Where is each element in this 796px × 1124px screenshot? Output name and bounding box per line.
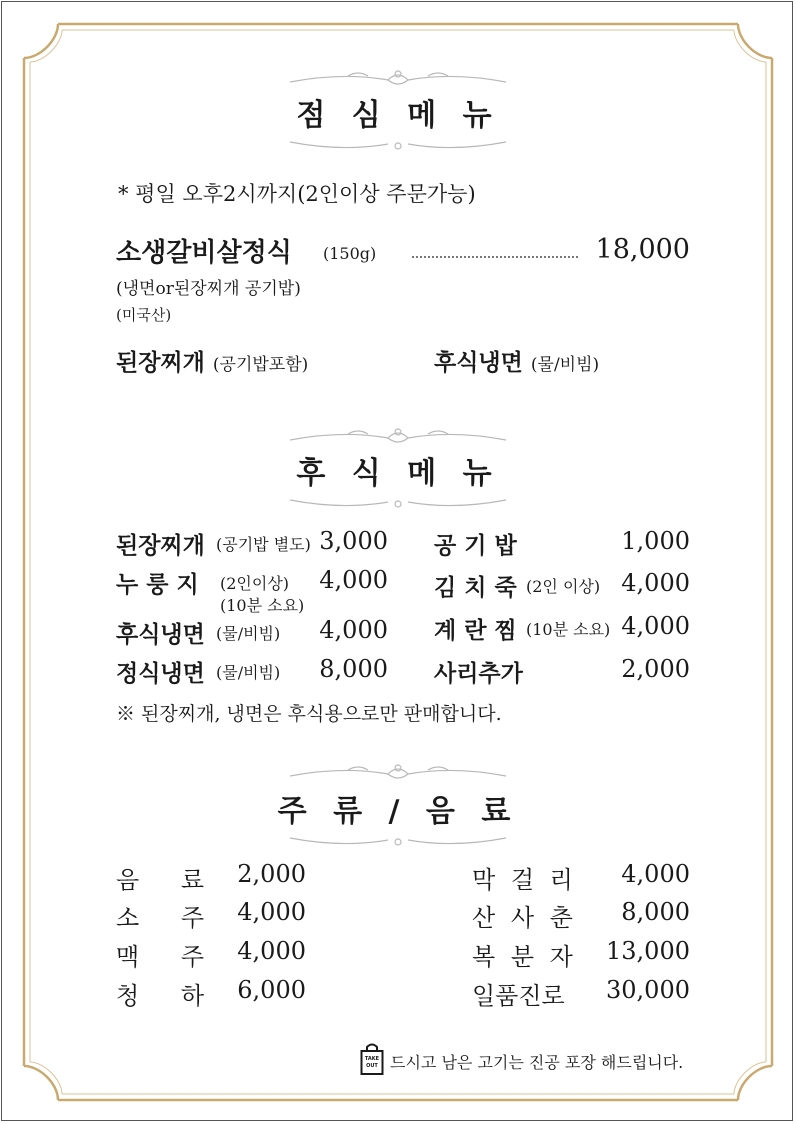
dessert-right-price: 4,000 — [621, 569, 690, 597]
lunch-item-detail: (물/비빔) — [530, 355, 600, 375]
drink-right-price: 30,000 — [606, 976, 690, 1004]
drink-left-price: 6,000 — [237, 976, 306, 1004]
dessert-right-price: 2,000 — [621, 655, 690, 683]
drink-left-name: 맥 주 — [116, 943, 204, 971]
drink-left-name: 청 하 — [116, 982, 204, 1010]
drink-left-price: 2,000 — [237, 860, 306, 888]
drink-right-name: 막 걸 리 — [472, 866, 573, 894]
lunch-item-name: 된장찌개 — [116, 349, 205, 376]
drink-left-price: 4,000 — [237, 937, 306, 965]
lunch-main-item-price: 18,000 — [595, 234, 690, 265]
dessert-right-price: 4,000 — [621, 612, 690, 640]
dessert-right-price: 1,000 — [621, 527, 690, 555]
title-ornament — [288, 762, 508, 784]
drink-right-name: 산 사 춘 — [472, 904, 573, 932]
lunch-menu-title: 점 심 메 뉴 — [296, 98, 500, 133]
dessert-left-name: 정식냉면 — [116, 660, 205, 687]
dessert-right-name: 사리추가 — [434, 660, 523, 687]
drink-left-name: 음 료 — [116, 866, 204, 894]
price-dot-leader — [412, 256, 578, 258]
lunch-main-item-name: 소생갈비살정식 — [116, 238, 292, 268]
dessert-left-name: 누 룽 지 — [116, 571, 199, 598]
dessert-right-name: 계 란 찜 — [434, 617, 517, 644]
dessert-left-name: 된장찌개 — [116, 532, 205, 559]
lunch-item-name: 후식냉면 — [434, 349, 523, 376]
takeout-icon-label: TAKE OUT — [364, 1056, 380, 1069]
takeout-bag-icon — [360, 1042, 384, 1076]
title-ornament — [288, 492, 508, 514]
drink-right-name: 복 분 자 — [472, 943, 573, 971]
drink-right-price: 4,000 — [621, 860, 690, 888]
drink-left-name: 소 주 — [116, 904, 204, 932]
title-ornament — [288, 68, 508, 90]
drink-right-price: 8,000 — [621, 898, 690, 926]
drink-right-name: 일품진로 — [472, 982, 565, 1010]
takeout-note: 드시고 남은 고기는 진공 포장 해드립니다. — [390, 1053, 684, 1072]
dessert-right-detail: (2인 이상) — [526, 577, 601, 596]
title-ornament — [288, 134, 508, 156]
dessert-left-price: 3,000 — [319, 527, 388, 555]
dessert-right-name: 공 기 밥 — [434, 532, 517, 559]
title-ornament — [288, 426, 508, 448]
dessert-left-detail: (물/비빔) — [216, 624, 281, 643]
dessert-left-price: 4,000 — [319, 616, 388, 644]
dessert-left-detail: (물/비빔) — [216, 663, 281, 682]
dessert-right-name: 김 치 죽 — [434, 574, 517, 601]
lunch-item-detail: (공기밥포함) — [212, 355, 309, 375]
dessert-left-extra: (10분 소요) — [220, 596, 305, 615]
lunch-origin: (미국산) — [116, 306, 172, 324]
dessert-left-detail: (공기밥 별도) — [216, 535, 311, 554]
dessert-left-price: 4,000 — [319, 566, 388, 594]
dessert-menu-title: 후 식 메 뉴 — [296, 456, 500, 491]
dessert-left-name: 후식냉면 — [116, 621, 205, 648]
lunch-note: * 평일 오후2시까지(2인이상 주문가능) — [118, 182, 476, 206]
lunch-main-item-weight: (150g) — [323, 244, 377, 263]
drink-right-price: 13,000 — [606, 937, 690, 965]
lunch-includes: (냉면or된장찌개 공기밥) — [116, 279, 301, 299]
dessert-left-detail: (2인이상) — [220, 574, 290, 593]
lunch-item-doenjang — [116, 344, 308, 377]
dessert-left-price: 8,000 — [319, 655, 388, 683]
dessert-note: ※ 된장찌개, 냉면은 후식용으로만 판매합니다. — [116, 703, 502, 725]
drinks-menu-title: 주 류 / 음 료 — [277, 794, 519, 829]
title-ornament — [288, 830, 508, 852]
dessert-right-detail: (10분 소요) — [526, 620, 611, 639]
lunch-item-naengmyeon — [434, 344, 599, 377]
drink-left-price: 4,000 — [237, 898, 306, 926]
